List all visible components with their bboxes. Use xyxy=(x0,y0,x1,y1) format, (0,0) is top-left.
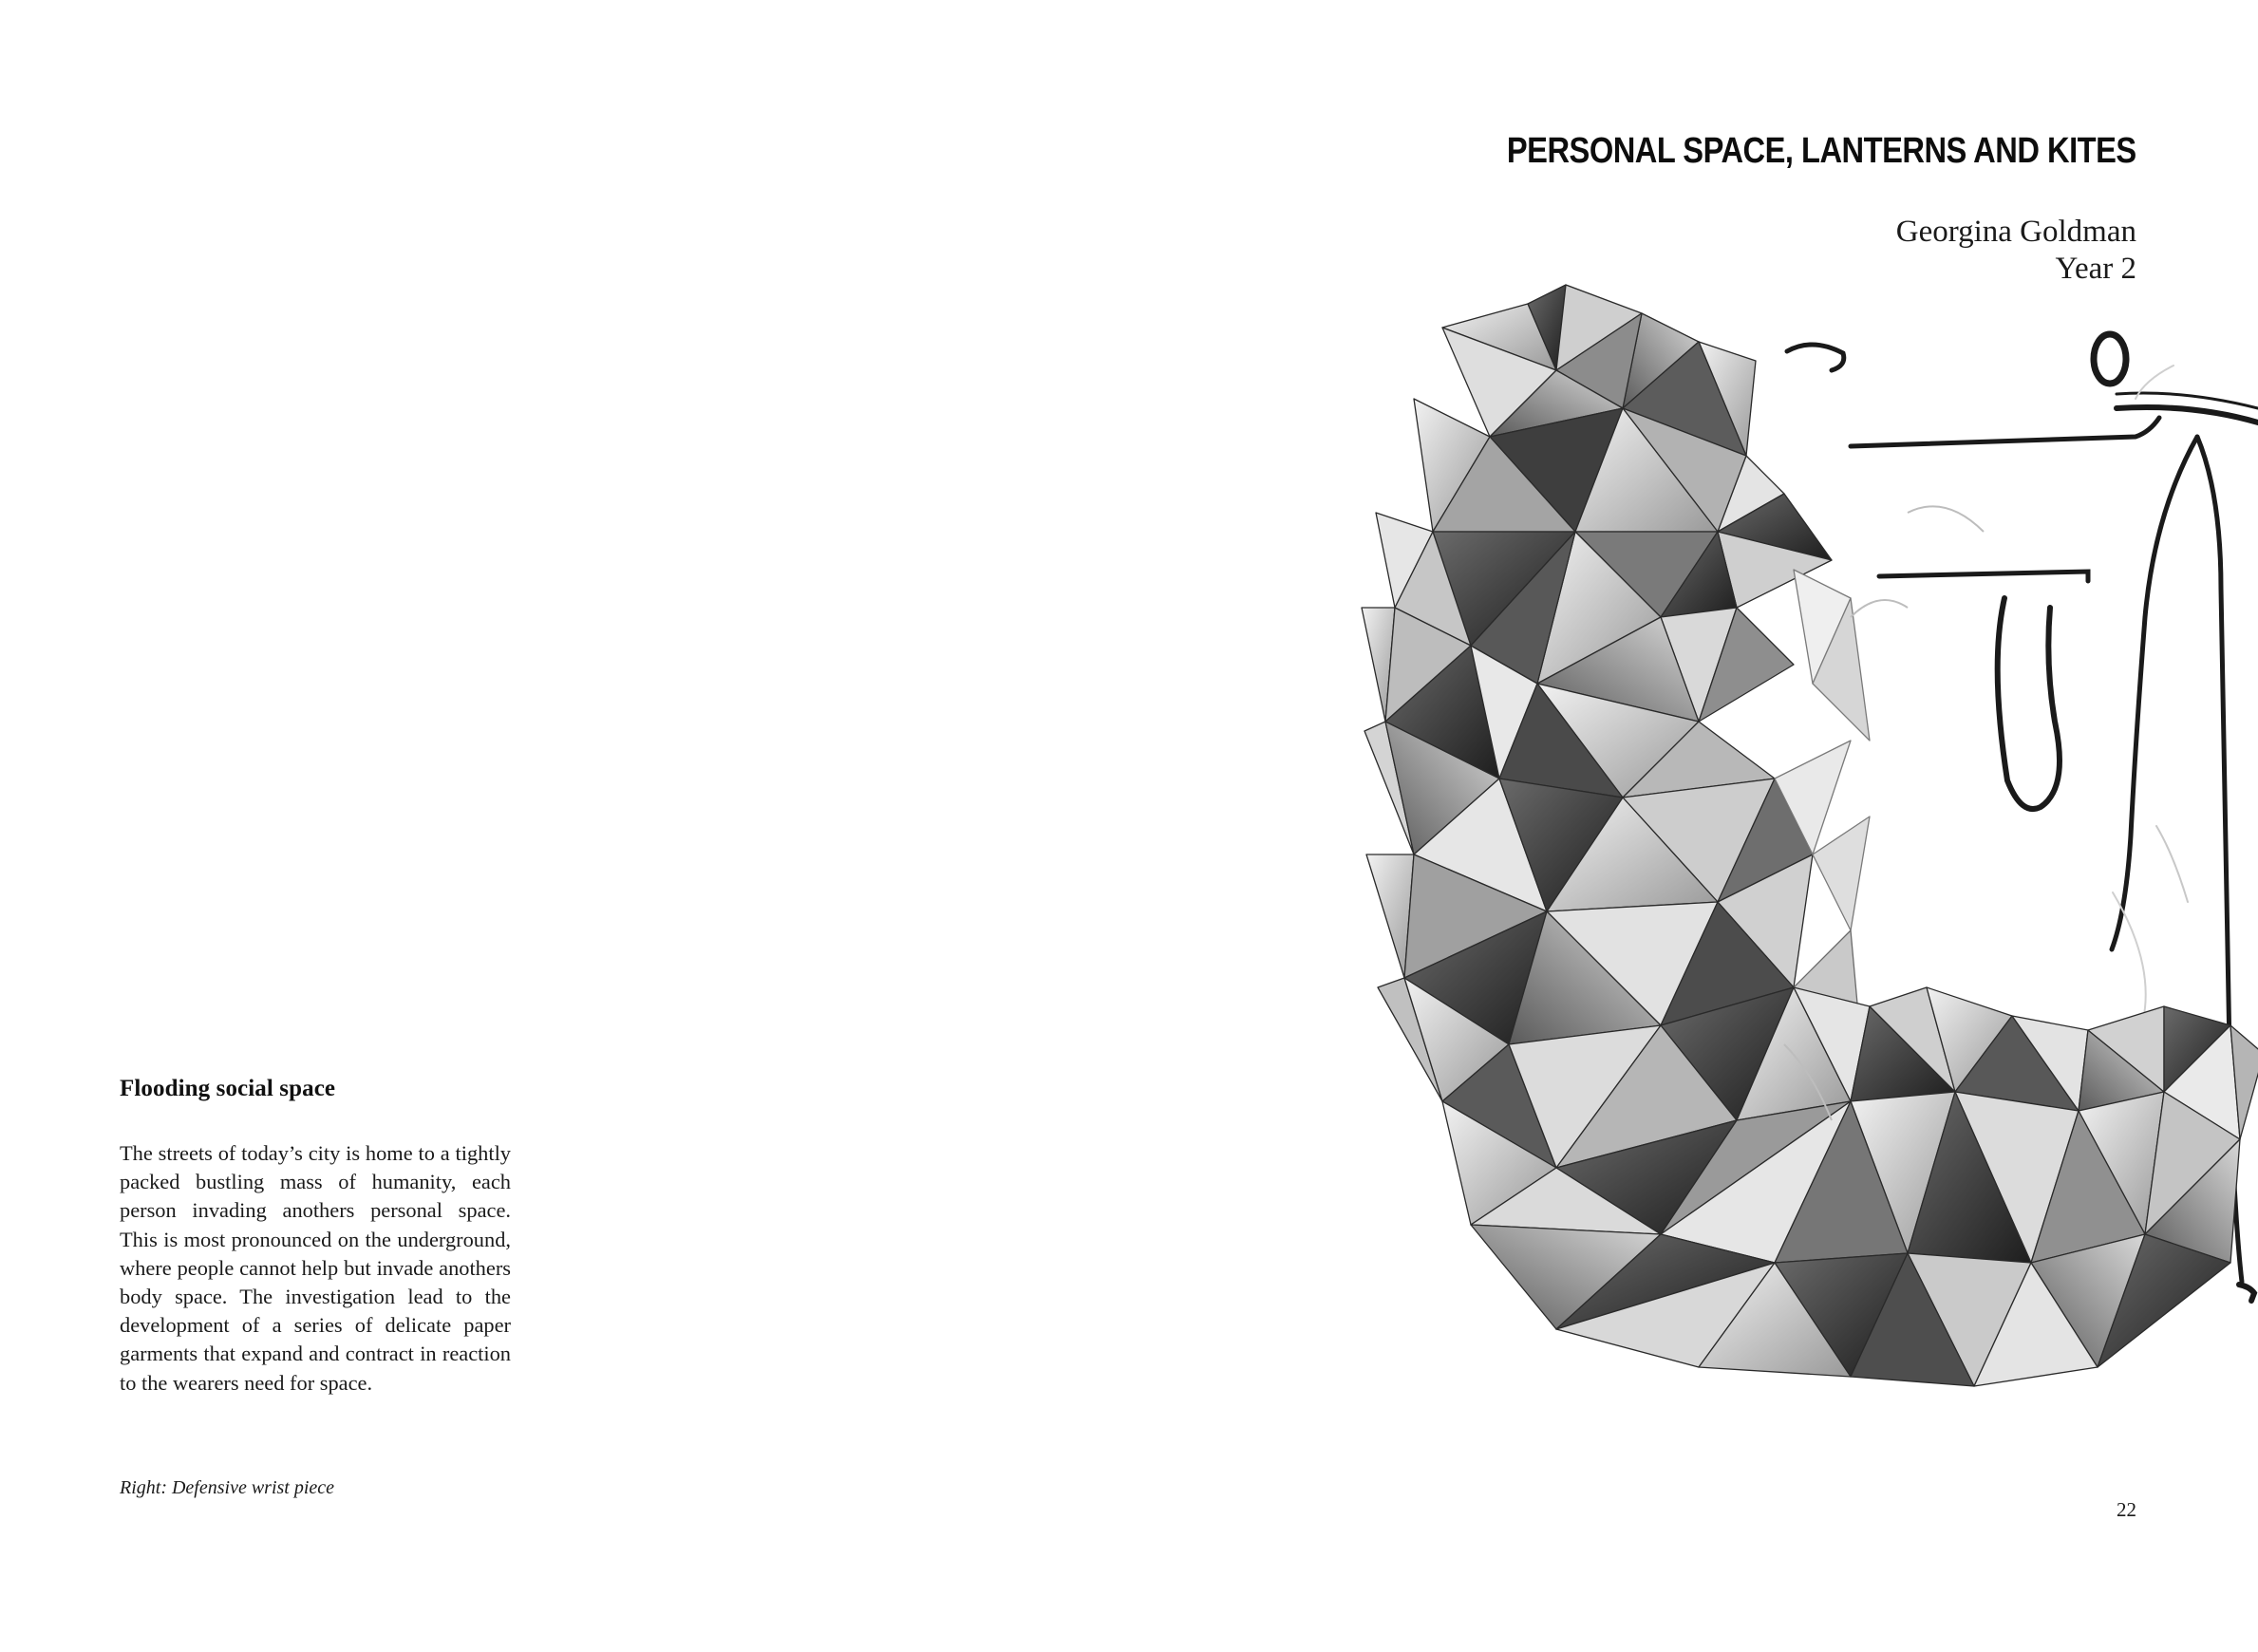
author-block xyxy=(1896,214,2136,288)
section-heading: Flooding social space xyxy=(120,1076,336,1101)
right-page xyxy=(1129,0,2258,1652)
body-paragraph: The streets of today’s city is home to a tightly packed bustling mass of humanity, each person invading anothers personal space. This is most pronounced on the underground, where people cannot help but invade anothers body space. The investigation lead to the development of a series of delicate paper garments that expand and contract in reaction to the wearers need for space. xyxy=(120,1141,511,1395)
image-caption: Right: Defensive wrist piece xyxy=(120,1477,335,1498)
page-number: 22 xyxy=(2117,1498,2136,1521)
author-name: Georgina Goldman xyxy=(1895,215,2136,249)
folded-paper-crescent xyxy=(1362,285,2258,1386)
page-title: PERSONAL SPACE, LANTERNS AND KITES xyxy=(1507,131,2136,171)
author-year: Year 2 xyxy=(2055,252,2136,286)
